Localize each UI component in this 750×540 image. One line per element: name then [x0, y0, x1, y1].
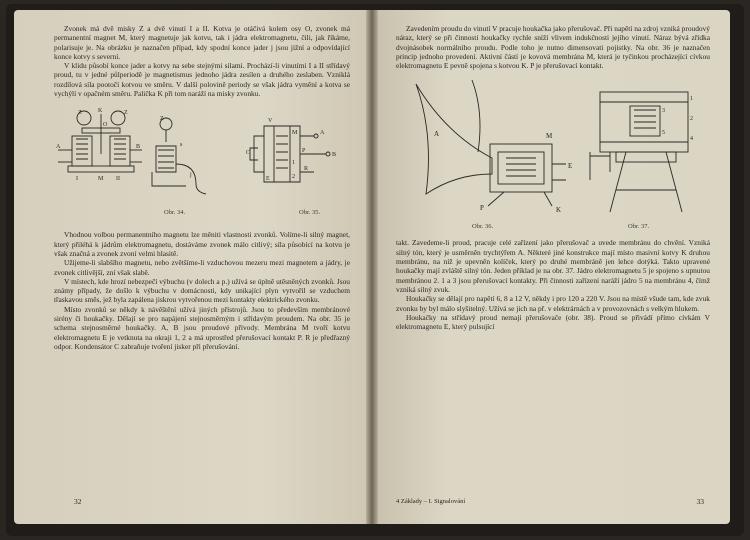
svg-text:A: A [56, 144, 61, 151]
figure-row-34-35 [54, 106, 350, 224]
book-spine [366, 10, 378, 524]
figure-37-caption: Obr. 37. [628, 223, 650, 231]
figure-35-horn-schematic [244, 106, 344, 206]
page-number: 33 [696, 496, 704, 506]
svg-text:A: A [320, 130, 325, 137]
svg-text:O: O [103, 122, 108, 129]
paragraph: Houkačky se dělají pro napětí 6, 8 a 12 V, někdy i pro 120 a 220 V. Jsou na místě všude tam, kde zvuk zvonku by byl málo slyšitelný. Užívá se jich na př. v elektrárnách a v provozovnách s velkým hlukem. [396, 294, 710, 313]
svg-text:Z: Z [124, 110, 128, 117]
figure-36-horn-drawing [406, 74, 576, 214]
paragraph: Houkačky na střídavý proud nemají přerušovače (obr. 38). Proud se přivádí přímo cívkám V elektromagnetu E, který pulsující [396, 312, 710, 332]
svg-text:4: 4 [690, 136, 693, 143]
paragraph: takt. Zavedeme-li proud, pracuje celé zařízení jako přerušovač a uvede membránu do chvění. Vzniká silný tón, který je usměrněn trychtýřem A. Některé jiné konstrukce mají místo masivní kotvy K druhou membránu, na níž je upevněn kolíček, který po druhé membráně jen lehce dotýká. Takto upravené houkačky mají zvláště silný tón. Jeden příklad je na obr. 37. Jádro elektromagnetu 5 je spojeno s upnutou membránou 2. 1 a 3 jsou přerušovací kontakty. Při činnosti zařízení naráží jádro 5 na membránu 4, čímž vzniká silný zvuk. [396, 238, 710, 294]
paragraph: V místech, kde hrozí nebezpečí výbuchu (v dolech a p.) užívá se úplně utěsněných zvonků. Jsou známy případy, že došlo k výbuchu v domácnosti, kdy unikající plyn vytvořil se vzduchem třaskavou směs, jež byla zapálena jiskrou vytvořenou mezi kontakty elektrického zvonku. [54, 276, 350, 305]
svg-text:V: V [268, 118, 273, 125]
svg-text:P: P [302, 148, 306, 155]
paragraph: Místo zvonků se někdy k návěštění užívá jiných přístrojů. Jsou to především membránové sirény či houkačky. Dělají se pro napájení stejnosměrným i střídavým proudem. Na obr. 35 je schema stejnosměrné houkačky. A, B jsou proudové přívody. Membrána M tvoří kotvu elektromagnetu E je vetknuta na okraji 1, 2 a má uprostřed přerušovací kontakt P. R je předřazný odpor. Kondensátor C zabraňuje tvoření jisker při přerušování. [54, 304, 350, 351]
svg-text:E: E [266, 176, 270, 183]
svg-text:II: II [116, 176, 120, 183]
paragraph: Užijeme-li slabšího magnetu, nebo zvětšíme-li vzduchovou mezeru mezi magnetem a jádry, je zvonek citlivější, zní však slabě. [54, 258, 350, 277]
svg-text:2: 2 [292, 174, 295, 181]
figure-34-caption: Obr. 34. [164, 209, 186, 217]
left-page [14, 10, 366, 524]
svg-text:R: R [304, 166, 309, 173]
paragraph: V klidu působí konce jader a kotvy na sebe stejnými silami. Prochází-li vinutími I a II střídavý proud, tu v jedné půlperiodě je magnetismus jednoho jádra zesílen a druhého zeslaben. Vzniklá rozdílová síla pootočí kotvou ve směru. V další polovině periody se však jádra vymění a kotva se vychýlí v opačném směru. Palička K při tom naráží na misky zvonku. [54, 61, 350, 99]
svg-text:K: K [556, 206, 562, 215]
figure-36-caption: Obr. 36. [472, 223, 494, 231]
paragraph: Zvonek má dvě misky Z a dvě vinutí I a II. Kotva je otáčivá kolem osy O, zvonek má permanentní magnet M, který magnetuje jak kotvu, tak i jádra elektromagnetu, čili, jak říkáme, polarisuje je. Na obrázku je naznačen případ, kdy spodní konce jader j jsou jižní a odpovídající konce kotvy s severní. [54, 24, 350, 61]
svg-text:j: j [190, 172, 192, 179]
svg-text:M: M [98, 176, 104, 183]
svg-text:B: B [136, 144, 141, 151]
svg-text:M: M [546, 132, 553, 141]
svg-text:5: 5 [662, 130, 665, 137]
figure-row-36-37 [396, 74, 710, 232]
chapter-footer: 4 Základy – I. Signalování [396, 497, 466, 505]
svg-text:B: B [332, 152, 337, 159]
svg-text:1: 1 [690, 96, 693, 103]
svg-text:E: E [568, 162, 573, 171]
paragraph: Vhodnou volbou permanentního magnetu lze měniti vlastnosti zvonků. Volíme-li silný magnet, který přiléhá k jádrům elektromagnetu, dostáváme zvonek málo citlivý; síla působící na kotvu je však značná a zvonek zvoní velmi hlasitě. [54, 230, 350, 258]
figure-35-caption: Obr. 35. [299, 209, 321, 217]
figure-34-bell-diagram [54, 106, 234, 206]
svg-text:Z: Z [78, 110, 82, 117]
svg-text:P: P [480, 204, 484, 213]
svg-text:A: A [434, 130, 440, 139]
svg-text:3: 3 [662, 108, 665, 115]
svg-text:2: 2 [690, 116, 693, 123]
svg-text:M: M [292, 130, 298, 137]
svg-text:C: C [246, 150, 251, 157]
svg-text:K: K [98, 108, 103, 115]
svg-text:s: s [180, 142, 183, 149]
figure-37-double-membrane-horn [586, 90, 706, 220]
svg-text:Z: Z [160, 116, 164, 123]
svg-text:1: 1 [292, 160, 295, 167]
page-number: 32 [74, 496, 82, 506]
paragraph: Zavedením proudu do vinutí V pracuje houkačka jako přerušovač. Při napětí na zdroj vzniká proudový náraz, který se při činnosti houkačky rychle sníží vlivem indukčnosti jejího vinutí. Náraz bývá zřídka dvojnásobek normálního proudu. Podle toho je nutno dimensovati pojistky. Na obr. 36 je naznačen princip jednoho provedení. Aktivní částí je kovová membrána M, která je tyčinkou procházející cívkou elektromagnetu E pevně spojena s kotvou K. P je přerušovací kontakt. [396, 24, 710, 71]
svg-text:I: I [76, 176, 78, 183]
right-page [378, 10, 730, 524]
